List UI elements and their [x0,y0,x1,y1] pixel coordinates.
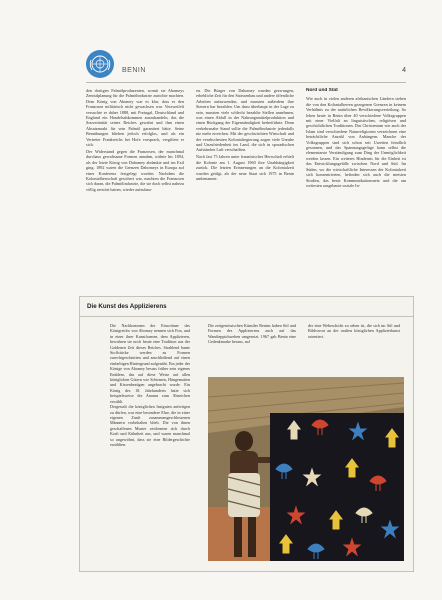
applique-photo-illustration [208,377,404,561]
paragraph: Wie auch in vielen anderen afrikanischen Ländern stehen die von den Kolonialherren gezogenen Grenzen in keinem Verhältnis zu der natürlichen Bevölkerungsverteilung. So leben heute in Benin über 40 verschiedene Volksgruppen mit einer Vielfalt an linguistischen, religiösen und geschichtlichen Traditionen. Das Christentum wie auch der Islam sind verschiedene Naturreligionen verzeichnen eine beträchtliche Anzahl von Anhängern. Manche der Volksgruppen sind sich schon seit Urzeiten feindlich gesonnen, und das Spannungsgefüge kann selbst die elementarste Verständigung zum Ding der Unmöglichkeit werden lassen. Ein weiteres Hindernis für die Einheit ist das Entwicklungsgefälle zwischen Nord und Süd. Im Süden, wo die wirtschaftliche Interessen der Kolonialzeit sich konzentrierten, befinden sich auch die meisten Straßen, das beste Kommunikationsnetz und die am weitesten ausgebaute soziale In- [306,96,406,188]
country-name: BENIN [122,67,146,74]
paragraph: den dortigen Palmölproduzenten, womit sie Abomeys Zentralplanung für die Palmölindustrie zunichte machten. Dem König von Abomey war es klar, dass er den Franzosen militärisch nicht gewachsen war. Verzweifelt versuchte er daher 1888, mit Portugal, Deutschland und England ein Handelsabkommen auszuhandeln, das die Souveränität seines Reiches gewahrt und ihm einen Absatzmarkt für sein Palmöl garantiert hätte. Seine Bemühungen blieben jedoch erfolglos, und als ein Vertreter Frankreichs bei Hofe vorsprach, vergiftete er sich. [86,88,184,148]
feature-box [79,296,414,572]
page-number: 4 [402,67,406,74]
feature-title: Die Kunst des Applizierens [87,303,167,310]
text-column-2 [196,88,294,288]
feature-column-1 [110,323,190,563]
applique-panel [270,413,404,561]
feature-column-2 [208,323,296,367]
paragraph: Die Nachkommen der Einwohner des Königreichs von Abomey nennen sich Fon, und in einer ihrer Kunstformen, dem Applizieren, bewahren sie noch heute eine Tradition aus der Goldenen Zeit dieses Reiches. Strahlend bunte Stoffstücke werden zu Formen zurechtgeschnitten und anschließend auf einen einfarbigen Hintergrund aufgenäht. Ein jeder der Könige von Abomey besass früher sein eigenes Emblem, das auf diese Weise auf allen königlichen Gütern wie Schirmen, Hängematten und Kissenbezügen angebracht wurde. Ein König des 18. Jahrhunderts hatte sich beispielsweise die Ananas zum Abzeichen erwählt. [110,323,190,404]
page-header [86,50,406,80]
paragraph: der eine Webeschicht zu sehen ist, die sich im Stil und Bildvorrat an der uralten königlichen Applizierkunst orientiert. [308,323,400,339]
text-column-3 [306,88,406,288]
un-emblem-icon [86,50,114,78]
feature-divider [80,316,413,317]
header-divider [86,82,406,83]
paragraph: en. Die Bürger von Dahomey wurden gezwungen, erhebliche Zeit für den Strassenbau und andere öffentliche Arbeiten aufzuwenden, und mussten außerdem ihre Steuern bar bezahlen. Um dazu überhaupt in der Lage zu sein, mussten viele schlecht bezahlte Stellen annehmen, was einen Abfall in der Nahrungsmittelproduktion und einen Rückgang der Eigenständigkeit herbeiführte. Denn verkehrsnahe Stand sollte die Palmölindustrie jedenfalls nie mehr erreichen. Mit der geschwächten Wirtschaft und der verabscheuten Kolonialregierung zogen viele Unruhe und Unzufriedenheit ins Land, die sich in sporadischen Aufständen Luft verschafften. [196,88,294,153]
paragraph: Die zeitgenössischen Künstler Benins haben Stil und Formen des Applizierens auch auf das Wandteppichweben umgesetzt. 1967 gab Benin eine Gedenkmarke heraus, auf [208,323,296,345]
paragraph: Dergestalt die königlichen Insignien anfertigen zu dürfen, war eine besondere Ehre, die in einer eigenen Zunft zusammengeschlossenen Männern vorbehalten blieb. Die von ihnen geschaffenen Muster zeichneten sich durch Kraft und Kühnheit aus, und waren manchmal so ungewöhnt, dass sie eine Bildergeschichte erzählten. [110,404,190,447]
text-column-1 [86,88,184,288]
paragraph: Der Widerstand gegen die Franzosen, der manchmal durchaus gewaltsame Formen annahm, währte bis 1894, als der letzte König von Dahomey abdankte und ins Exil ging. 1892 waren die Grenzen Dahomeys in Europa auf einer Konferenz festgelegt worden. Nachdem die Kolonialherrschaft gesichert war, machten die Franzosen sich daran, die Palmölindustrie, die sie doch selbst nahezu völlig zerstört hatten, wieder aufzubau- [86,148,184,192]
paragraph: Nach fast 75 Jahren unter französischer Herrschaft erhielt die Kolonie am 1. August 1960 ihre Unabhängigkeit zurück. Die letzten Erinnerungen an die Kolonialzeit wurden getilgt, als der neue Staat sich 1975 in Benin umbenannte. [196,154,294,181]
section-heading: Nord und Süd [306,88,338,93]
applique-photo [208,377,404,561]
feature-column-3 [308,323,400,363]
